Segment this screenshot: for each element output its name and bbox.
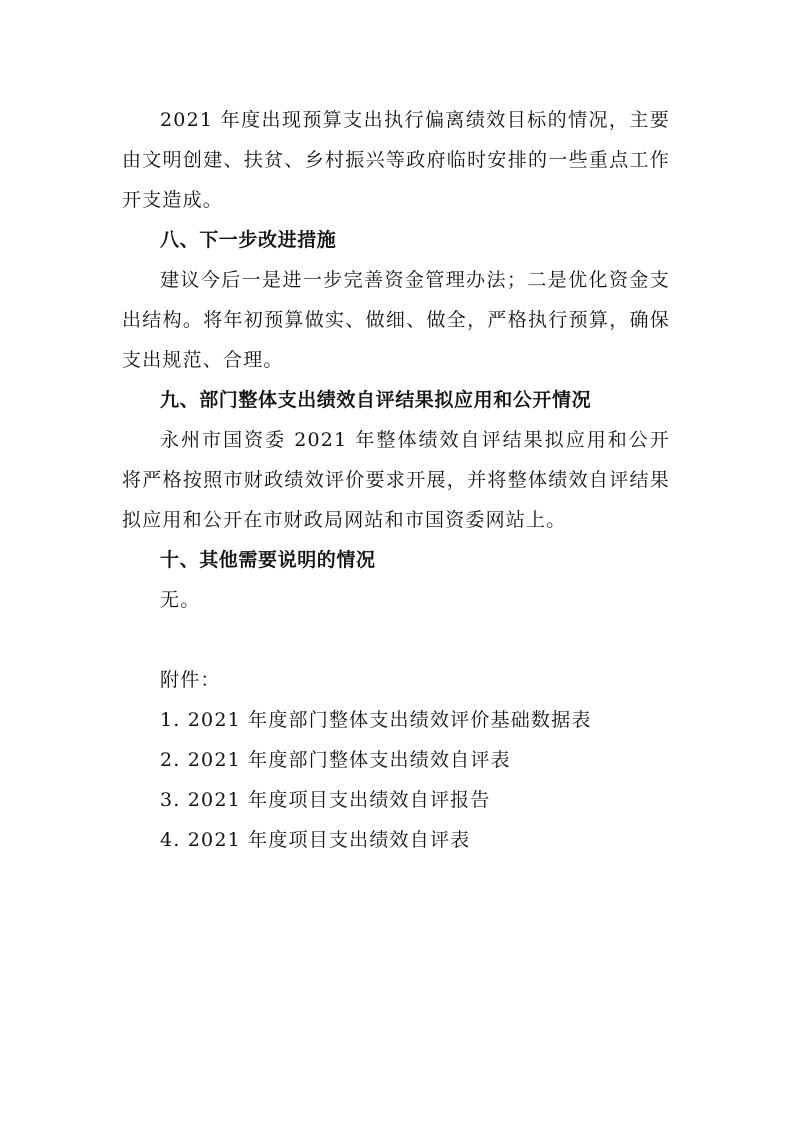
paragraph-other: 无。 [160, 589, 201, 611]
attachment-item-1: 1. 2021 年度部门整体支出绩效评价基础数据表 [160, 709, 592, 731]
attachment-item-3: 3. 2021 年度项目支出绩效自评报告 [160, 789, 491, 811]
paragraph-budget-deviation: 2021 年度出现预算支出执行偏离绩效目标的情况，主要由文明创建、扶贫、乡村振兴等政府临时安排的一些重点工作开支造成。 [122, 109, 670, 211]
paragraph-improvement: 建议今后一是进一步完善资金管理办法；二是优化资金支出结构。将年初预算做实、做细、做全，严格执行预算，确保支出规范、合理。 [122, 269, 670, 371]
document-content [122, 100, 670, 860]
section-heading-result-application: 九、部门整体支出绩效自评结果拟应用和公开情况 [160, 389, 592, 411]
attachment-item-2: 2. 2021 年度部门整体支出绩效自评表 [160, 749, 511, 771]
paragraph-result-application: 永州市国资委 2021 年整体绩效自评结果拟应用和公开将严格按照市财政绩效评价要求开展，并将整体绩效自评结果拟应用和公开在市财政局网站和市国资委网站上。 [122, 429, 670, 531]
section-heading-improvement: 八、下一步改进措施 [160, 229, 337, 251]
attachment-item-4: 4. 2021 年度项目支出绩效自评表 [160, 829, 471, 851]
blank-line [122, 620, 670, 660]
section-heading-other: 十、其他需要说明的情况 [160, 549, 376, 571]
attachments-label: 附件： [160, 669, 221, 691]
